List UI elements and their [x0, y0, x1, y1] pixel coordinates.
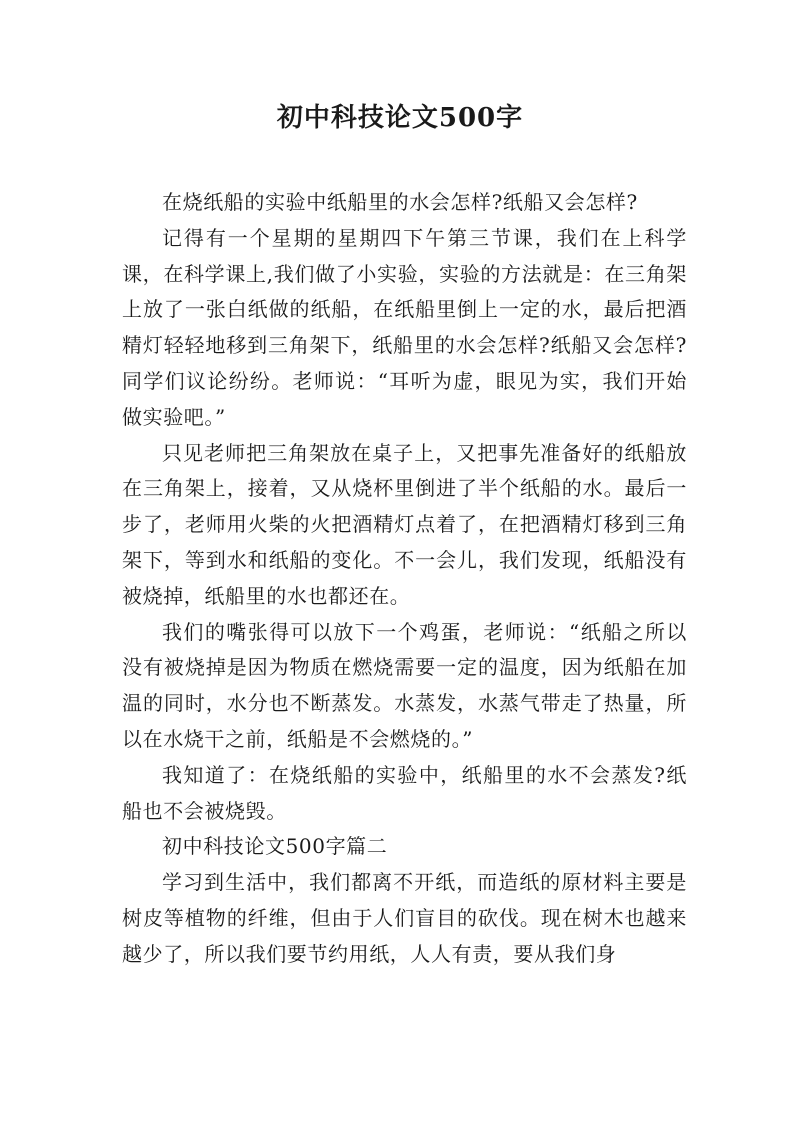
document-title: 初中科技论文500字 [276, 103, 524, 133]
paragraph: 在烧纸船的实验中纸船里的水会怎样?纸船又会怎样? [162, 190, 638, 214]
section-heading: 初中科技论文500字篇二 [162, 834, 388, 859]
paragraph: 我们的嘴张得可以放下一个鸡蛋，老师说：“纸船之所以没有被烧掉是因为物质在燃烧需要一定的温度，因为纸船在加温的同时，水分也不断蒸发。水蒸发，水蒸气带走了热量，所以在水烧干之前，纸船是不会燃烧的。” [122, 619, 687, 751]
paragraph: 学习到生活中，我们都离不开纸，而造纸的原材料主要是树皮等植物的纤维，但由于人们盲目的砍伐。现在树木也越来越少了，所以我们要节约用纸，人人有责，要从我们身 [122, 870, 687, 966]
paragraph: 我知道了：在烧纸船的实验中，纸船里的水不会蒸发?纸船也不会被烧毁。 [122, 762, 687, 823]
paragraph: 只见老师把三角架放在桌子上，又把事先准备好的纸船放在三角架上，接着，又从烧杯里倒进了半个纸船的水。最后一步了，老师用火柴的火把酒精灯点着了，在把酒精灯移到三角架下，等到水和纸船的变化。不一会儿，我们发现，纸船没有被烧掉，纸船里的水也都还在。 [122, 440, 687, 608]
paragraph: 记得有一个星期的星期四下午第三节课，我们在上科学课，在科学课上,我们做了小实验，实验的方法就是：在三角架上放了一张白纸做的纸船，在纸船里倒上一定的水，最后把酒精灯轻轻地移到三角架下，纸船里的水会怎样?纸船又会怎样?同学们议论纷纷。老师说：“耳听为虚，眼见为实，我们开始做实验吧。” [122, 225, 687, 429]
document-body [122, 185, 687, 973]
